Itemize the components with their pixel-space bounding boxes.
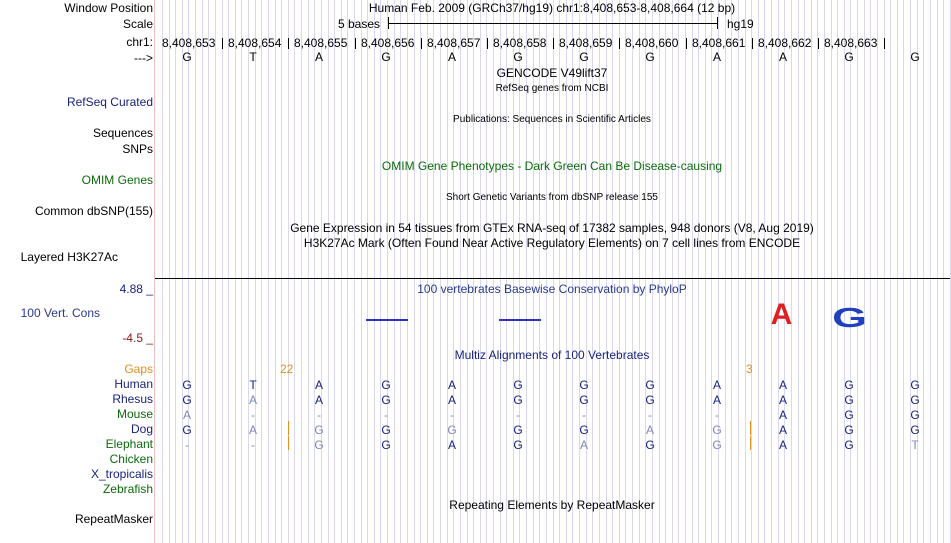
grid-line	[639, 0, 640, 543]
grid-line	[930, 0, 931, 543]
gap-count: 22	[280, 362, 294, 376]
grid-line	[394, 0, 395, 543]
grid-line	[202, 0, 203, 543]
grid-line	[937, 0, 938, 543]
grid-line	[864, 0, 865, 543]
grid-line	[811, 0, 812, 543]
alignment-base: G	[182, 423, 192, 437]
gap-marker	[288, 421, 289, 435]
ruler-position-label: 8,408,659	[559, 36, 613, 50]
alignment-base: A	[778, 408, 788, 422]
grid-line	[473, 0, 474, 543]
alignment-base: A	[447, 438, 457, 452]
grid-line	[400, 0, 401, 543]
alignment-base: G	[579, 393, 589, 407]
ruler-position-label: 8,408,654	[228, 36, 282, 50]
conservation-bar	[499, 319, 541, 321]
grid-line	[255, 0, 256, 543]
grid-line	[692, 0, 693, 543]
grid-line	[288, 0, 289, 543]
grid-line	[857, 0, 858, 543]
ruler-position-label: 8,408,660	[625, 36, 679, 50]
ruler-tick	[421, 38, 422, 49]
alignment-base: G	[381, 378, 391, 392]
conservation-glyph-a-letter: A	[770, 298, 793, 331]
species-label-rhesus[interactable]: Rhesus	[112, 392, 153, 406]
alignment-base: G	[381, 438, 391, 452]
grid-line	[188, 0, 189, 543]
alignment-base: G	[513, 438, 523, 452]
grid-line	[831, 0, 832, 543]
alignment-base: A	[712, 378, 722, 392]
alignment-base: A	[778, 423, 788, 437]
grid-line	[824, 0, 825, 543]
grid-line	[387, 0, 388, 543]
conservation-glyph-g	[828, 302, 871, 333]
grid-line	[341, 0, 342, 543]
grid-line	[910, 0, 911, 543]
alignment-base: G	[910, 378, 920, 392]
grid-line	[414, 0, 415, 543]
grid-line	[447, 0, 448, 543]
grid-line	[241, 0, 242, 543]
ruler-position-label: 8,408,655	[294, 36, 348, 50]
grid-line	[784, 0, 785, 543]
grid-line	[884, 0, 885, 543]
conservation-bar	[366, 319, 408, 321]
grid-line	[903, 0, 904, 543]
species-label-zebrafish[interactable]: Zebrafish	[102, 482, 153, 496]
alignment-base: G	[844, 438, 854, 452]
grid-line	[718, 0, 719, 543]
ruler-position-label: 8,408,653	[162, 36, 216, 50]
grid-line	[678, 0, 679, 543]
grid-line	[314, 0, 315, 543]
alignment-base: -	[185, 438, 189, 452]
grid-line	[917, 0, 918, 543]
grid-line	[745, 0, 746, 543]
ruler-tick	[487, 38, 488, 49]
grid-line	[215, 0, 216, 543]
grid-line	[791, 0, 792, 543]
grid-line	[407, 0, 408, 543]
grid-line	[652, 0, 653, 543]
ruler-tick	[222, 38, 223, 49]
alignment-base: A	[314, 378, 324, 392]
grid-line	[380, 0, 381, 543]
grid-line	[235, 0, 236, 543]
omim-track-title[interactable]: OMIM Gene Phenotypes - Dark Green Can Be Disease-causing	[381, 159, 723, 173]
h3k27ac-track-title[interactable]: H3K27Ac Mark (Often Found Near Active Regulatory Elements) on 7 cell lines from ENCODE	[303, 236, 801, 250]
grid-line	[195, 0, 196, 543]
assembly-label: hg19	[727, 17, 754, 31]
alignment-base: A	[314, 393, 324, 407]
sequence-base: A	[778, 50, 788, 64]
grid-line	[771, 0, 772, 543]
grid-line	[208, 0, 209, 543]
grid-line	[870, 0, 871, 543]
sequence-base: G	[910, 50, 920, 64]
alignment-base: T	[249, 378, 257, 392]
grid-line	[268, 0, 269, 543]
conservation-glyph-g-letter: G	[832, 302, 867, 333]
alignment-base: G	[513, 423, 523, 437]
alignment-base: T	[911, 438, 919, 452]
omim-genes-label[interactable]: OMIM Genes	[81, 173, 153, 187]
alignment-base: A	[447, 378, 457, 392]
alignment-base: -	[317, 408, 321, 422]
grid-line	[480, 0, 481, 543]
alignment-base: G	[182, 378, 192, 392]
grid-line	[182, 0, 183, 543]
grid-line	[493, 0, 494, 543]
alignment-base: -	[450, 408, 454, 422]
conservation-track-title[interactable]: 100 vertebrates Basewise Conservation by PhyloP	[417, 282, 687, 296]
alignment-base: A	[778, 393, 788, 407]
grid-line	[275, 0, 276, 543]
alignment-base: A	[778, 438, 788, 452]
grid-line	[837, 0, 838, 543]
grid-line	[334, 0, 335, 543]
sequence-base: A	[447, 50, 457, 64]
gap-marker	[750, 436, 751, 450]
alignment-base: -	[251, 408, 255, 422]
ruler-tick	[288, 38, 289, 49]
alignment-base: A	[248, 423, 258, 437]
grid-line	[354, 0, 355, 543]
strand-label: --->	[134, 51, 153, 65]
grid-line	[705, 0, 706, 543]
grid-line	[460, 0, 461, 543]
sequence-base: G	[513, 50, 523, 64]
alignment-base: A	[645, 423, 655, 437]
ruler-position-label: 8,408,663	[824, 36, 878, 50]
gtex-track-title[interactable]: Gene Expression in 54 tissues from GTEx RNA-seq of 17382 samples, 948 donors (V8, Aug 2019)	[290, 221, 814, 235]
ruler-position-label: 8,408,658	[493, 36, 547, 50]
grid-line	[672, 0, 673, 543]
grid-line	[248, 0, 249, 543]
grid-line	[433, 0, 434, 543]
alignment-base: G	[314, 423, 324, 437]
alignment-base: -	[582, 408, 586, 422]
grid-line	[321, 0, 322, 543]
track-separator	[155, 278, 950, 279]
ruler-tick	[355, 38, 356, 49]
sequence-base: G	[645, 50, 655, 64]
conservation-glyph-a	[761, 298, 802, 331]
alignment-base: G	[579, 378, 589, 392]
alignment-base: G	[645, 438, 655, 452]
dbsnp-track-title[interactable]: Short Genetic Variants from dbSNP release 155	[446, 192, 658, 203]
grid-line	[877, 0, 878, 543]
snps-label[interactable]: SNPs	[122, 142, 153, 156]
grid-line	[612, 0, 613, 543]
alignment-base: A	[447, 393, 457, 407]
grid-line	[685, 0, 686, 543]
grid-line	[817, 0, 818, 543]
refseq-curated-label[interactable]: RefSeq Curated	[66, 95, 153, 109]
chromosome-label: chr1:	[126, 35, 153, 49]
grid-line	[751, 0, 752, 543]
sequence-base: G	[579, 50, 589, 64]
position-title: Human Feb. 2009 (GRCh37/hg19) chr1:8,408,653-8,408,664 (12 bp)	[368, 1, 736, 15]
grid-line	[294, 0, 295, 543]
alignment-base: A	[182, 408, 192, 422]
grid-line	[367, 0, 368, 543]
alignment-base: G	[447, 423, 457, 437]
grid-line	[897, 0, 898, 543]
grid-line	[943, 0, 944, 543]
species-label-x_tropicalis[interactable]: X_tropicalis	[90, 467, 153, 481]
alignment-base: -	[516, 408, 520, 422]
gap-marker	[750, 421, 751, 435]
vert-cons-label[interactable]: 100 Vert. Cons	[20, 306, 100, 320]
alignment-base: G	[844, 408, 854, 422]
sequence-base: A	[712, 50, 722, 64]
ruler-tick	[752, 38, 753, 49]
grid-line	[850, 0, 851, 543]
common-dbsnp-label[interactable]: Common dbSNP(155)	[34, 204, 153, 218]
grid-line	[420, 0, 421, 543]
grid-line	[659, 0, 660, 543]
sequence-base: G	[182, 50, 192, 64]
publications-track-title[interactable]: Publications: Sequences in Scientific Articles	[453, 114, 651, 125]
multiz-track-title[interactable]: Multiz Alignments of 100 Vertebrates	[454, 348, 650, 362]
species-label-chicken[interactable]: Chicken	[109, 452, 153, 466]
grid-line	[261, 0, 262, 543]
alignment-base: A	[579, 438, 589, 452]
gencode-track-title[interactable]: GENCODE V49lift37	[496, 66, 608, 80]
alignment-base: G	[579, 423, 589, 437]
alignment-base: G	[910, 408, 920, 422]
grid-line	[619, 0, 620, 543]
grid-line	[175, 0, 176, 543]
grid-line	[440, 0, 441, 543]
alignment-base: G	[910, 393, 920, 407]
alignment-base: G	[712, 423, 722, 437]
alignment-base: G	[844, 378, 854, 392]
grid-line	[738, 0, 739, 543]
grid-line	[453, 0, 454, 543]
grid-line	[798, 0, 799, 543]
grid-line	[281, 0, 282, 543]
ruler-position-label: 8,408,657	[427, 36, 481, 50]
grid-line	[923, 0, 924, 543]
alignment-base: G	[712, 438, 722, 452]
sequence-base: T	[249, 50, 257, 64]
alignment-base: G	[381, 423, 391, 437]
species-label-elephant[interactable]: Elephant	[105, 437, 153, 451]
grid-line	[711, 0, 712, 543]
layered-h3k27ac-label[interactable]: Layered H3K27Ac	[20, 250, 118, 264]
grid-line	[228, 0, 229, 543]
species-label-mouse[interactable]: Mouse	[116, 407, 153, 421]
grid-line	[328, 0, 329, 543]
alignment-base: -	[715, 408, 719, 422]
grid-line	[222, 0, 223, 543]
alignment-base: A	[778, 378, 788, 392]
grid-line	[764, 0, 765, 543]
scale-text: 5 bases	[338, 17, 381, 31]
ruler-tick	[553, 38, 554, 49]
repeatmasker-label[interactable]: RepeatMasker	[74, 512, 153, 526]
grid-line	[698, 0, 699, 543]
grid-line	[486, 0, 487, 543]
grid-line	[725, 0, 726, 543]
grid-line	[361, 0, 362, 543]
sequence-base: A	[314, 50, 324, 64]
grid-line	[625, 0, 626, 543]
species-label-dog[interactable]: Dog	[130, 422, 153, 436]
scale-bar	[388, 23, 718, 24]
alignment-base: G	[844, 423, 854, 437]
grid-line	[731, 0, 732, 543]
gap-count: 3	[746, 362, 753, 376]
ruler-position-label: 8,408,656	[361, 36, 415, 50]
alignment-base: A	[248, 393, 258, 407]
alignment-base: G	[645, 393, 655, 407]
grid-line	[632, 0, 633, 543]
window-position-label: Window Position	[64, 1, 153, 15]
alignment-base: G	[513, 393, 523, 407]
alignment-base: G	[844, 393, 854, 407]
sequences-label[interactable]: Sequences	[92, 126, 153, 140]
alignment-base: -	[251, 438, 255, 452]
ruler-position-label: 8,408,661	[692, 36, 746, 50]
conservation-min-label: -4.5 _	[122, 331, 153, 345]
alignment-base: G	[910, 423, 920, 437]
alignment-base: -	[384, 408, 388, 422]
scale-label: Scale	[122, 17, 153, 31]
scale-bar-right-tick	[717, 17, 718, 29]
grid-line	[665, 0, 666, 543]
ruler-tick	[686, 38, 687, 49]
conservation-max-label: 4.88 _	[119, 282, 153, 296]
ruler-tick	[818, 38, 819, 49]
grid-line	[427, 0, 428, 543]
repeatmasker-track-title[interactable]: Repeating Elements by RepeatMasker	[449, 498, 655, 512]
gap-marker	[288, 436, 289, 450]
grid-line	[301, 0, 302, 543]
alignment-base: G	[381, 393, 391, 407]
ruler-position-label: 8,408,662	[758, 36, 812, 50]
alignment-base: G	[182, 393, 192, 407]
grid-line	[347, 0, 348, 543]
grid-line	[804, 0, 805, 543]
alignment-base: G	[645, 378, 655, 392]
grid-line	[778, 0, 779, 543]
grid-line	[308, 0, 309, 543]
species-label-human[interactable]: Human	[114, 377, 153, 391]
alignment-base: G	[314, 438, 324, 452]
grid-line	[169, 0, 170, 543]
alignment-base: A	[712, 393, 722, 407]
ruler-tick	[884, 38, 885, 49]
alignment-base: G	[513, 378, 523, 392]
alignment-base: -	[648, 408, 652, 422]
label-column-border	[154, 0, 155, 543]
grid-line	[890, 0, 891, 543]
grid-line	[758, 0, 759, 543]
sequence-base: G	[844, 50, 854, 64]
gaps-label[interactable]: Gaps	[124, 362, 153, 376]
grid-line	[162, 0, 163, 543]
sequence-base: G	[381, 50, 391, 64]
grid-line	[374, 0, 375, 543]
grid-line	[844, 0, 845, 543]
grid-line	[645, 0, 646, 543]
grid-line	[467, 0, 468, 543]
ruler-tick	[619, 38, 620, 49]
refseq-track-title[interactable]: RefSeq genes from NCBI	[495, 83, 609, 94]
